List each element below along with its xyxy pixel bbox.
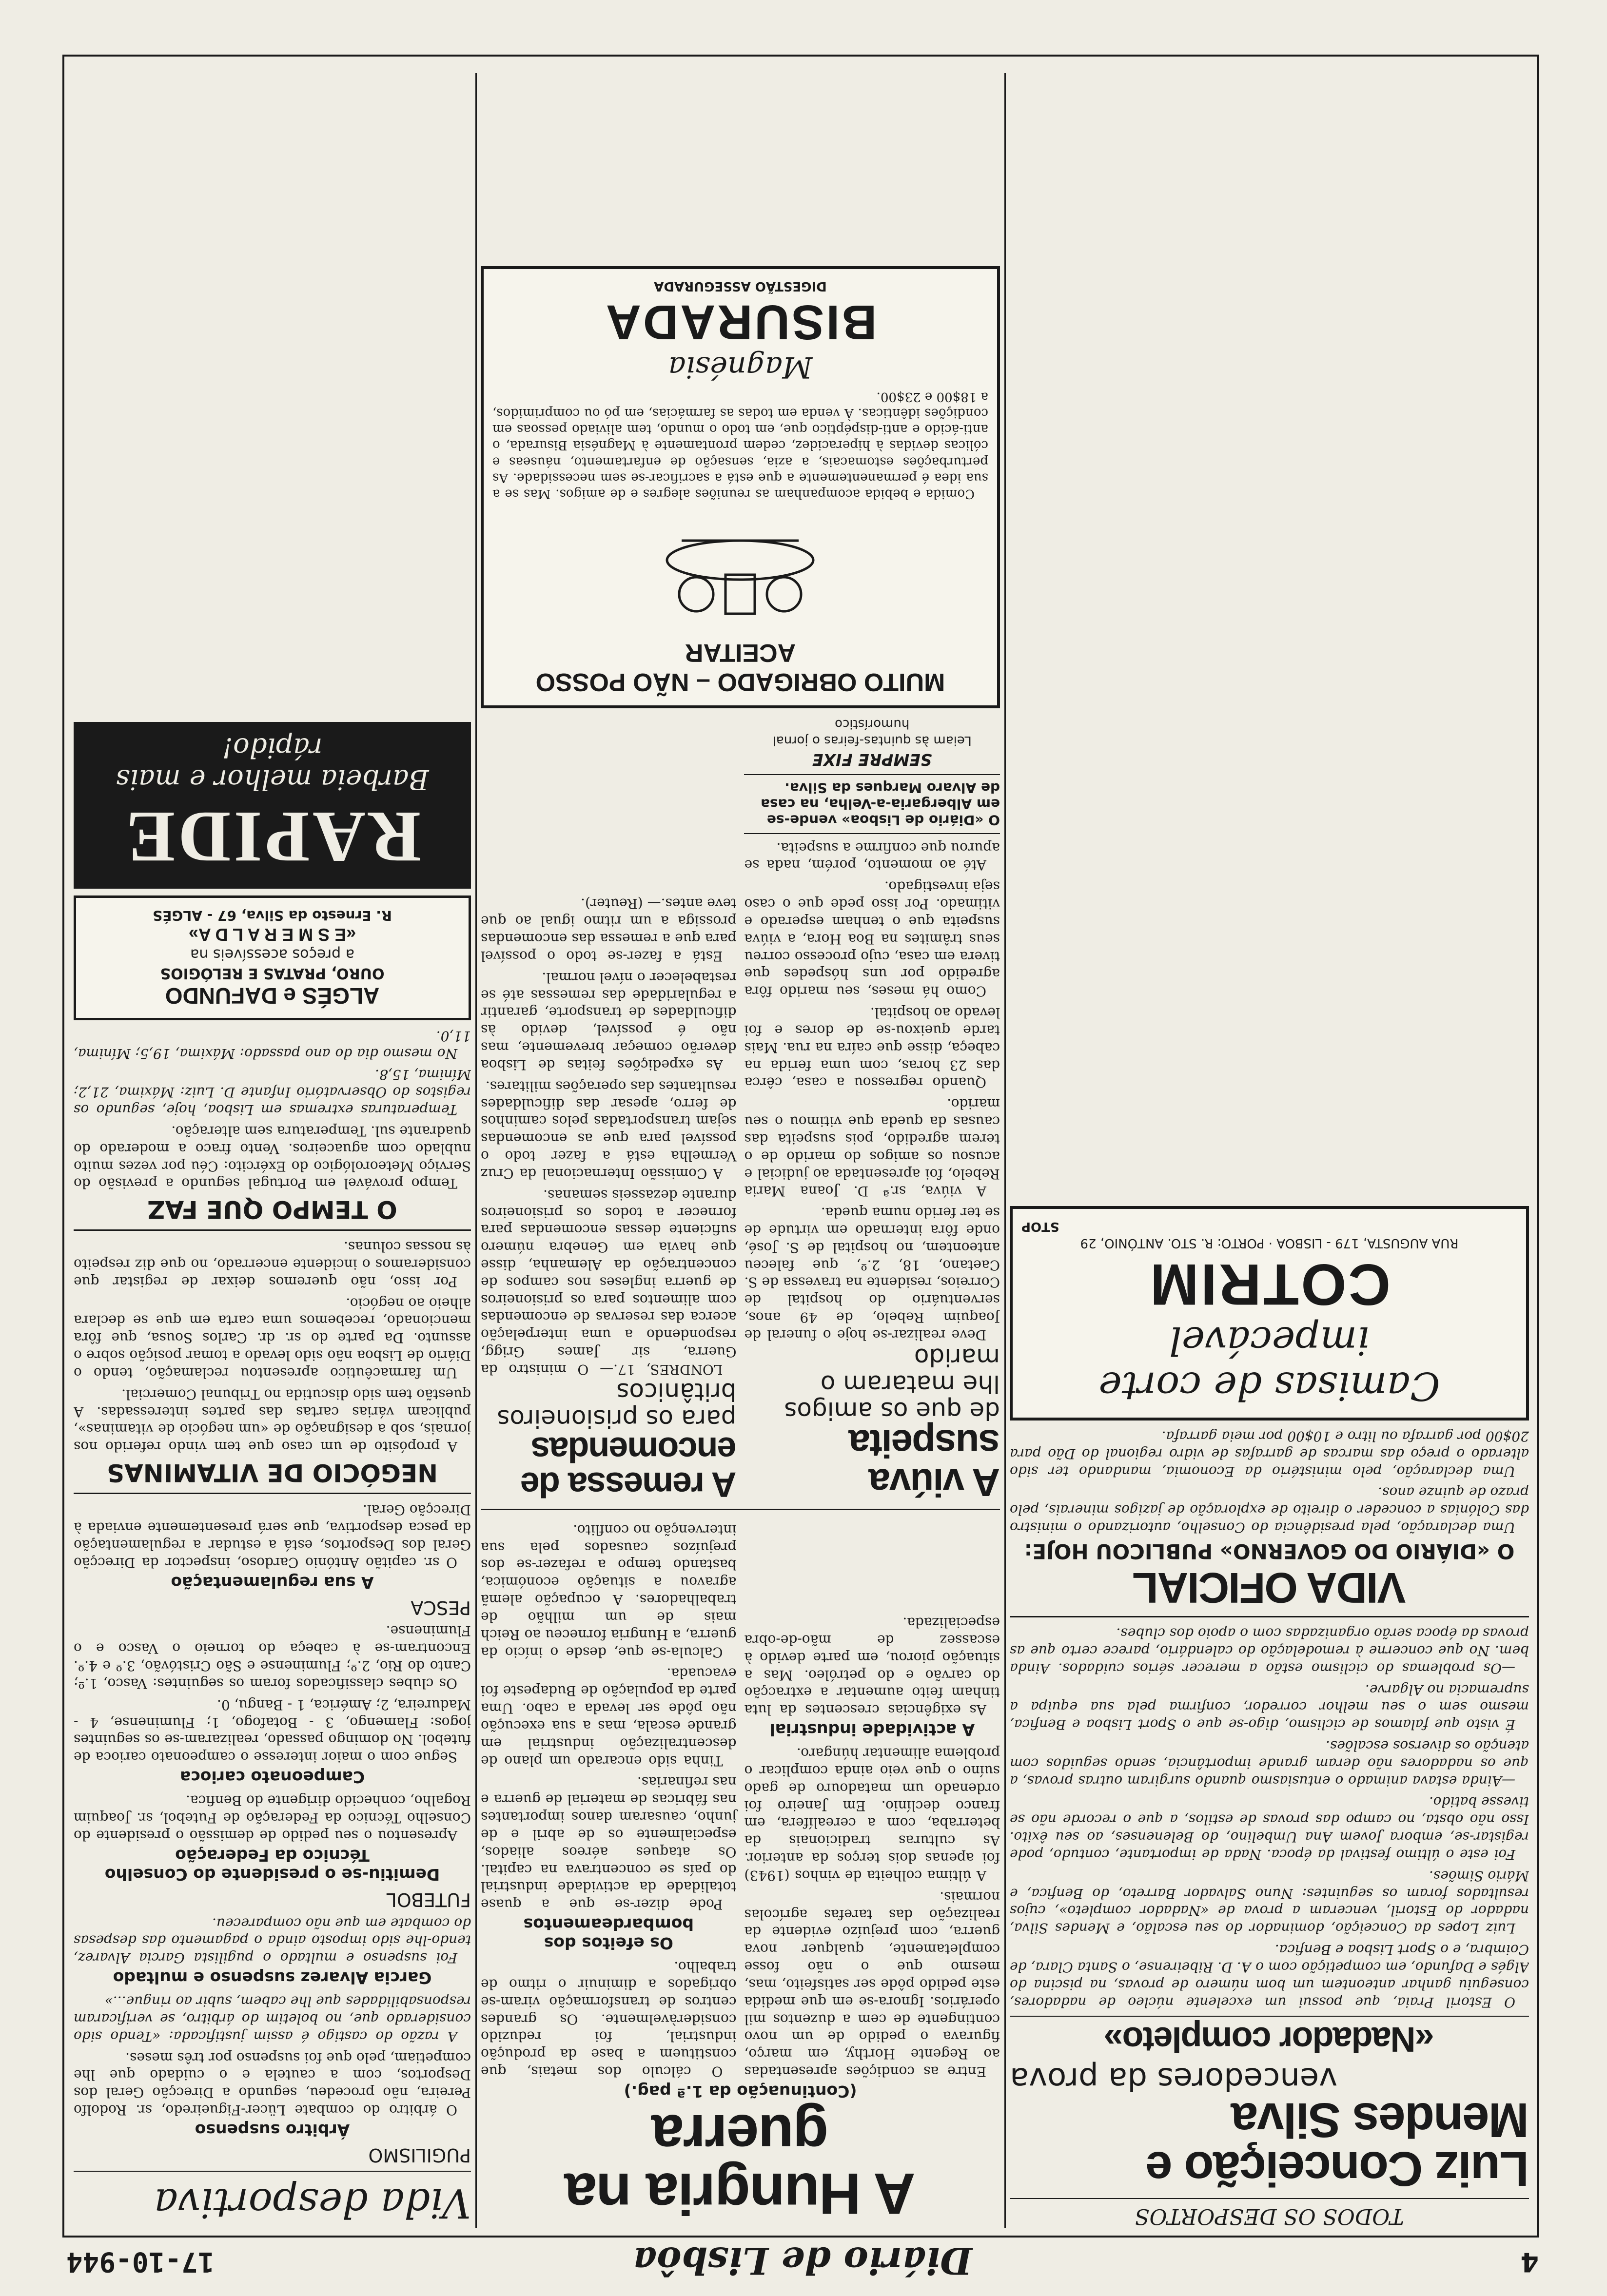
article-paragraph: Uma declaração, pelo ministério da Economia, mandando ter sido alterado o preço das marcas de garrafas de vidro regional do Dão para 20$00 por garrafa ou litro e 10$00 por meia garrafa. [1010,1428,1529,1479]
divider [74,1229,471,1231]
article-paragraph: —Ainda estava animado o entusiasmo quando surgiram outras provas, a que os nadadores não deram grande importância, sendo seguidos com atenção os diversos escalões. [1010,1738,1529,1789]
ad-slogan: Barbeia melhor e mais rápido! [116,731,429,795]
column-rule [475,73,477,2228]
article-paragraph: O árbitro do combate Lücer-Figueiredo, sr. Rodolfo Pereira, não procedeu, segundo a Direcção Geral dos Desportos, com a cautela e o cuidado que lhe competiam, pelo que foi suspenso por três meses. [74,2049,471,2118]
head-campeonato: Campeonato carioca [179,1768,365,1787]
divider [74,2171,471,2172]
article-paragraph: A Comissão Internacional da Cruz Vermelha está a fazer todo o possível para que as encomendas sejam transportadas pelos caminhos de ferro, apesar das dificuldades resultantes das operações militares. [481,1078,737,1182]
viuva-article [745,715,1000,1502]
head-tempo: O TEMPO QUE FAZ [147,1195,397,1224]
continued-note: (Continuação da 1.ª pag.) [624,2082,857,2101]
venda-notice: O «Diário de Lisboa» vende-se em Albergaria-a-Velha, na casa de Alvaro Marques da Silva. [761,779,1000,828]
article-paragraph: Temperaturas extremas em Lisboa, hoje, segundo os registos do Observatório Infante D. Luiz: Máxima, 21,2; Mínima, 15,8. [74,1067,471,1118]
ad-tagline: DIGESTÃO ASSEGURADA [654,279,827,294]
head-negocio-vitaminas: NEGÓCIO DE VITAMINAS [107,1459,438,1487]
ad-cotrim [1010,1206,1529,1420]
headline-swim: Luiz Conceição e Mendes Silva [1146,2093,1529,2196]
page-number: 4 [1520,2247,1539,2277]
subhead-bombardeamentos: Os efeitos dos bombardeamentos [523,1915,694,1953]
article-paragraph: Foi suspenso e multado o pugilista Garcia Alvarez, tendo-lhe sido imposto ainda o pagamento das despesas do combate em que não compareceu. [74,1915,471,1966]
article-paragraph: É visto que falamos de ciclismo, digo-se que o Sport Lisboa e Benfica, mesmo sem o seu melhor corredor, confirma pela sua equipa a supremacia no Algarve. [1010,1681,1529,1733]
divider [74,1493,471,1494]
subhead-industrial: A actividade industrial [769,1720,975,1740]
article-paragraph: Deve realizar-se hoje o funeral de Joaquim Rebelo, de 49 anos, serventuário do hospital de Correios, residente na travessa de S. Caetano, 18, 2.º, que faleceu anteontem, no hospital de S. José, onde fôra internado em virtude de se ter ferido numa queda. [744,1205,1000,1343]
ad-name: ALGÉS e DAFUNDO [165,983,380,1009]
ad-brand-pre: Magnésia [668,350,813,385]
middle-row [481,715,1000,1502]
subhead-swim: vencedores da prova [1010,2061,1338,2097]
article-paragraph: Os clubes classificados foram os seguintes: Vasco, 1.º; Canto do Rio, 2.º; Fluminense e São Cristóvão, 3.º e 4.º. Encontram-se à cabeça do torneio o Vasco e o Fluminense. [74,1623,471,1692]
article-paragraph: Calcula-se que, desde o início da guerra, a Hungria forneceu ao Reich mais de um milhão de trabalhadores. A ocupação alemã agravou a situação económica, bastando tempo a refazer-se dos prejuízos causados pela sua intervenção no conflito. [481,1521,737,1660]
article-paragraph: Segue com o maior interesse o campeonato carioca de futebol. No domingo passado, realizaram-se os seguintes jogos: Flamengo, 3 - Botafogo, 1; Fluminense, 4 - Madureira, 2; América, 1 - Bangu, 0. [74,1696,471,1766]
article-paragraph: Tempo provável em Portugal segundo a previsão do Serviço Meteorológico do Exército: Céu por vezes muito nublado com aguaceiros. Vento fraco a moderado do quadrante sul. Temperatura sem alteração. [74,1123,471,1192]
headline-hungria: A Hungria na guerra [565,2102,916,2226]
divider [1010,2198,1529,2199]
subhead-remessa: para os prisioneiros britânicos [497,1377,737,1433]
section-kicker: TODOS OS DESPORTOS [1135,2204,1404,2229]
article-paragraph: O cálculo dos metais, que constituem a base da produção industrial, foi reduzido consideràvelmente. Os grandes centros de transformação viram-se obrigados a diminuir o ritmo de trabalho. [481,1959,737,2080]
column-sports-desk [74,68,471,2233]
article-paragraph: Uma declaração, pela presidência do Conselho, autorizando o ministro das Colónias a conceder o direito de exploração de jazigos minerais, pelo prazo de quinze anos. [1010,1484,1529,1536]
ad-line: OURO, PRATAS E RELÓGIOS [160,964,385,982]
divider [745,774,1000,775]
head-pesca: A sua regulamentação [171,1573,374,1592]
article-paragraph: Quando regressou a casa, cêrca das 23 horas, com uma ferida na cabeça, disse que caíra na rua. Mais tarde queixou-se de dores e foi levado ao hospital. [744,1005,1000,1091]
subhead-viuva: de que os amigos lhe mataram o marido [784,1343,1000,1425]
article-paragraph: Pode dizer-se que a quase totalidade da actividade industrial do país se concentrava na capital. Os ataques aéreos aliados, especialmente os de abril e de junho, causaram danos importantes nas fábricas de material de guerra e nas refinarias. [481,1774,737,1913]
kicker-pesca: PESCA [411,1596,471,1618]
hungria-columns [481,1517,1000,2080]
kicker-pugilismo: PUGILISMO [368,2144,471,2166]
article-paragraph: Tinha sido encarado um plano de descentralização industrial em grande escala, mas a sua execução não pôde ser levada a cabo. Uma parte da população de Budapeste foi evacuada. [481,1665,737,1769]
headline-nadador: «Nadador completo» [1104,2019,1434,2059]
article-paragraph: A razão do castigo é assim justificada: «Tendo sido considerado que, no boletim do árbitro, se verificaram responsabilidades que lhe cabem, subir ao ringue...» [74,1993,471,2044]
ad-bisurada [481,266,1000,709]
article-paragraph: No mesmo dia do ano passado: Máxima, 19,5; Mínima, 11,0. [74,1028,471,1062]
dinner-illustration-icon [653,506,828,633]
divider [1010,1616,1529,1617]
article-paragraph: A viúva, sr.ª D. Joana Maria Rebelo, foi apresentada ao judicial e acusou os amigos do marido de o terem agredido, pois suspeita das causas da queda que vitimou o seu marido. [744,1096,1000,1200]
article-paragraph: —Os problemas do ciclismo estão a merecer sérios cuidados. Ainda bem. No que concerne à remodelação do calendário, parece certo que as provas da época serão organizadas com o apoio dos clubes. [1010,1625,1529,1676]
ad-stop: STOP [1021,1219,1059,1234]
divider [745,833,1000,834]
article-paragraph: As exigências crescentes da luta tinham feito aumentar a extracção do carvão e do petróleo. Mas a situação piorou, em parte devido à escassez de mão-de-obra especializada. [744,1615,1000,1718]
ad-script-text: Camisas de corte impecável [1098,1318,1440,1409]
divider [481,1509,1000,1510]
column-rule [1004,73,1006,2228]
paper-name: Diário de Lisbôa [632,2239,973,2282]
ad-text: Comida e bebida acompanham as reuniões alegres e de amigos. Mas se a sua idea é permanentemente a que está a sacrificar-se sem necessidade. As perturbações estomacais, a azia, sensação de enfartamento, náuseas e cólicas devidas à hiperacidez, cedem prontamente à Magnésia Bisurada, o anti-ácido e anti-dispéptico que, em todo o mundo, tem aliviado pessoas em condições idênticas. À venda em todas as farmácias, em pó ou comprimidos, a 18$00 e 23$00. [492,389,988,502]
article-paragraph: Luiz Lopes da Conceição, dominador do seu escalão, e Mendes Silva, nadador do Estoril, venceram a prova de «Nadador completo», cujos resultados foram os seguintes: Nuno Salvador Barreto, do Benfica, e Mário Simões. [1010,1868,1529,1937]
sempre-fixe-sub: Leiam às quintas-feiras o jornal humorístico [772,717,972,748]
ad-rapide [74,722,471,889]
ad-line: a preços acessíveis na [190,945,355,963]
article-paragraph: Apresentou o seu pedido de demissão o presidente do Conselho Técnico da Federação de Futebol, sr. Joaquim Rogalho, conhecido dirigente do Benfica. [74,1792,471,1844]
article-paragraph: Está a fazer-se todo o possível para que a remessa das encomendas prossiga a um ritmo igual ao que teve antes.— (Reuter). [481,895,737,964]
article-paragraph: Um farmacêutico apresentou reclamação, tendo o Diário de Lisboa não sido levado a tomar posição sobre o assunto. Da parte do sr. dr. Carlos Sousa, que fôra mencionado, recebemos uma carta em que se declara alheio ao negócio. [74,1295,471,1381]
ad-shop: «E S M E R A L D A» [188,924,356,945]
ad-esmeralda [74,895,471,1020]
article-paragraph: Foi este o último festival da época. Nada de importante, contudo, pode registar-se, embora Jovem Ana Umbelino, do Belenenses, ao seu êxito. Isso não obsta, no campo das provas de estilos, a que o recorde não se tivesse batido. [1010,1794,1529,1863]
sempre-fixe-title: SEMPRE FIXE [812,750,932,769]
section-title-vida-desportiva: Vida desportiva [154,2179,471,2226]
article-paragraph: Por isso, não queremos deixar de registar que consideramos o incidente encerrado, no que diz respeito às nossas colunas. [74,1239,471,1290]
article-paragraph: Até ao momento, porém, nada se apurou que confirme a suspeita. [744,839,1000,874]
head-garcia: Garcia Alvarez suspenso e multado [113,1968,432,1988]
subhead-diario-governo: O «DIÁRIO DO GOVERNO» PUBLICOU HOJE: [1024,1539,1515,1564]
hungria-col-a [745,1517,1000,2080]
head-futebol: Demitiu-se o presidente do Conselho Técnico da Federação [104,1846,440,1884]
ad-brand-bisurada: BISURADA [604,295,877,350]
ad-address: R. Ernesto da Silva, 67 - ALGÉS [153,907,392,924]
column-sports-official [1010,68,1529,2233]
masthead [66,2238,1539,2282]
ad-brand-cotrim: COTRIM [1148,1252,1391,1318]
headline-remessa: A remessa de encomendas [521,1429,737,1504]
headline-viuva: A viúva suspeita [849,1421,1000,1504]
issue-date: 17-10-944 [66,2246,215,2277]
ad-title: MUITO OBRIGADO – NÃO POSSO ACEITAR [535,639,945,697]
headline-vida-oficial: VIDA OFICIAL [1133,1564,1406,1613]
article-paragraph: A propósito de um caso que tem vindo referido nos jornais, sob a designação de «um negócio de vitaminas», publicam várias cartas das partes interessadas. A questão tem sido discutida no Tribunal Comercial. [74,1386,471,1455]
ad-brand-rapide: RAPIDE [123,796,422,877]
remessa-article [481,715,737,1502]
article-paragraph: O sr. capitão António Cardoso, inspector da Direcção Geral dos Desportos, está a estudar a regulamentação da pesca desportiva, que será presentemente enviada à Direcção Geral. [74,1502,471,1571]
hungria-col-b [481,1517,737,2080]
ad-address: RUA AUGUSTA, 179 - LISBOA · PORTO: R. STO. ANTÓNIO, 29 [1080,1236,1459,1251]
article-paragraph: Entre as condições apresentadas ao Regente Horthy, em março, figurava o pedido de um novo contingente de cem a duzentos mil operários. Ignora-se em que medida este pedido pôde ser satisfeito, mas, mesmo que o não fosse completamente, qualquer nova guerra, com prejuízo evidente da realização das tarefas agrícolas normais. [744,1888,1000,2080]
article-paragraph: A última colheita de vinhos (1943) foi apenas dois terços da anterior. As culturas tradicionais da beterraba, com a cerealífera, em franco declínio. Em Janeiro foi ordenado um matadouro de gado suíno o que veio ainda complicar o problema alimentar húngaro. [744,1745,1000,1884]
column-news [481,68,1000,2233]
article-paragraph: As expedições feitas de Lisboa deverão começar brevemente, mas não é possível, devido às dificuldades de transporte, garantir a regularidade das remessas até se restabelecer o nível normal. [481,969,737,1073]
article-paragraph: LONDRES, 17.— O ministro da Guerra, sir James Grigg, respondendo a uma interpelação acerca das reservas de encomendas com alimentos para os prisioneiros de guerra ingleses nos campos de concentração da Alemanha, disse que havia em Genebra número suficiente dessas encomendas para fornecer a todos os prisioneiros durante dezasseis semanas. [481,1187,737,1378]
kicker-futebol: FUTEBOL [386,1888,471,1910]
divider [1010,2016,1529,2017]
article-paragraph: Como há meses, seu marido fôra agredido por uns hóspedes que tivera em casa, cujo processo correu seus trâmites na Boa Hora, a viúva suspeita que o tenham esperado e vitimado. Por isso pede que o caso seja investigado. [744,878,1000,1000]
article-paragraph: O Estoril Praia, que possui um excelente núcleo de nadadores, conseguiu ganhar anteontem um bom número de provas, na piscina do Algés e Dafundo, em competição com o A. D. Ribeirense, o Santa Clara, de Coimbra, e o Sport Lisboa e Benfica. [1010,1942,1529,2010]
head-arbitro: Árbitro suspenso [195,2121,350,2140]
